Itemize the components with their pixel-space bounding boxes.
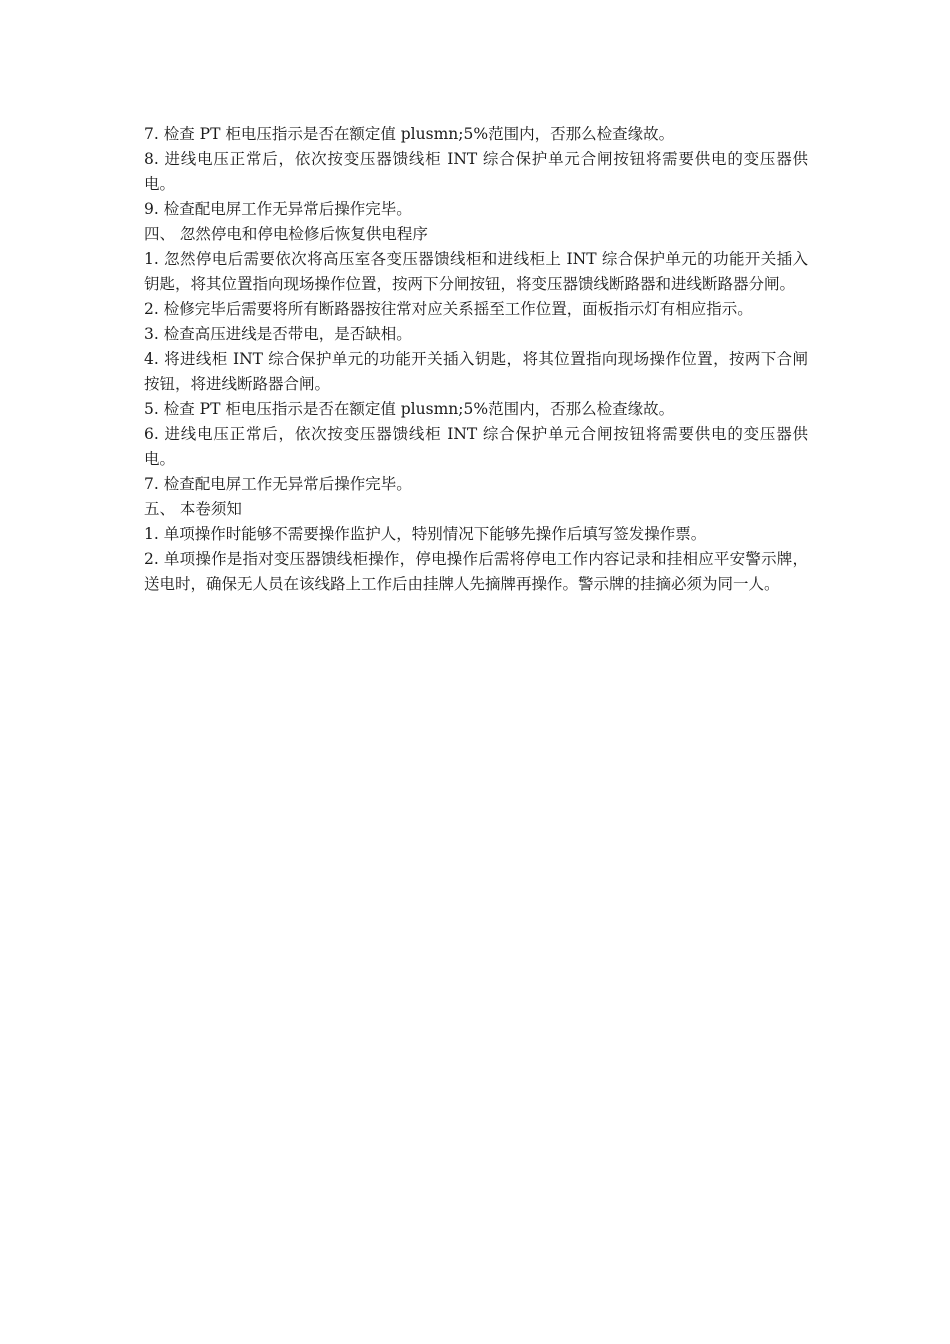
section-5-note-2: 2. 单项操作是指对变压器馈线柜操作，停电操作后需将停电工作内容记录和挂相应平安警示牌，送电时，确保无人员在该线路上工作后由挂牌人先摘牌再操作。警示牌的挂摘必须为同一人。 <box>144 550 808 593</box>
section-4-heading: 四、 忽然停电和停电检修后恢复供电程序 <box>144 225 428 243</box>
step-7-check-pt-voltage: 7. 检查 PT 柜电压指示是否在额定值 plusmn;5%范围内，否那么检查缘故。 <box>144 125 675 143</box>
section-4-step-2: 2. 检修完毕后需要将所有断路器按往常对应关系摇至工作位置，面板指示灯有相应指示。 <box>144 300 753 318</box>
section-5-note-1: 1. 单项操作时能够不需要操作监护人，特别情况下能够先操作后填写签发操作票。 <box>144 525 707 543</box>
section-4-step-4: 4. 将进线柜 INT 综合保护单元的功能开关插入钥匙，将其位置指向现场操作位置，按两下合闸按钮，将进线断路器合闸。 <box>144 350 808 393</box>
section-4-step-7: 7. 检查配电屏工作无异常后操作完毕。 <box>144 475 412 493</box>
document-body <box>144 122 808 597</box>
section-5-heading: 五、 本卷须知 <box>144 500 242 518</box>
step-9-finish: 9. 检查配电屏工作无异常后操作完毕。 <box>144 200 412 218</box>
section-4-step-5: 5. 检查 PT 柜电压指示是否在额定值 plusmn;5%范围内，否那么检查缘故。 <box>144 400 675 418</box>
section-4-step-6: 6. 进线电压正常后，依次按变压器馈线柜 INT 综合保护单元合闸按钮将需要供电的变压器供电。 <box>144 425 808 468</box>
section-4-step-3: 3. 检查高压进线是否带电，是否缺相。 <box>144 325 412 343</box>
section-4-step-1: 1. 忽然停电后需要依次将高压室各变压器馈线柜和进线柜上 INT 综合保护单元的功能开关插入钥匙，将其位置指向现场操作位置，按两下分闸按钮，将变压器馈线断路器和进线断路器分闸。 <box>144 250 808 293</box>
step-8-feeder-close: 8. 进线电压正常后，依次按变压器馈线柜 INT 综合保护单元合闸按钮将需要供电的变压器供电。 <box>144 150 808 193</box>
